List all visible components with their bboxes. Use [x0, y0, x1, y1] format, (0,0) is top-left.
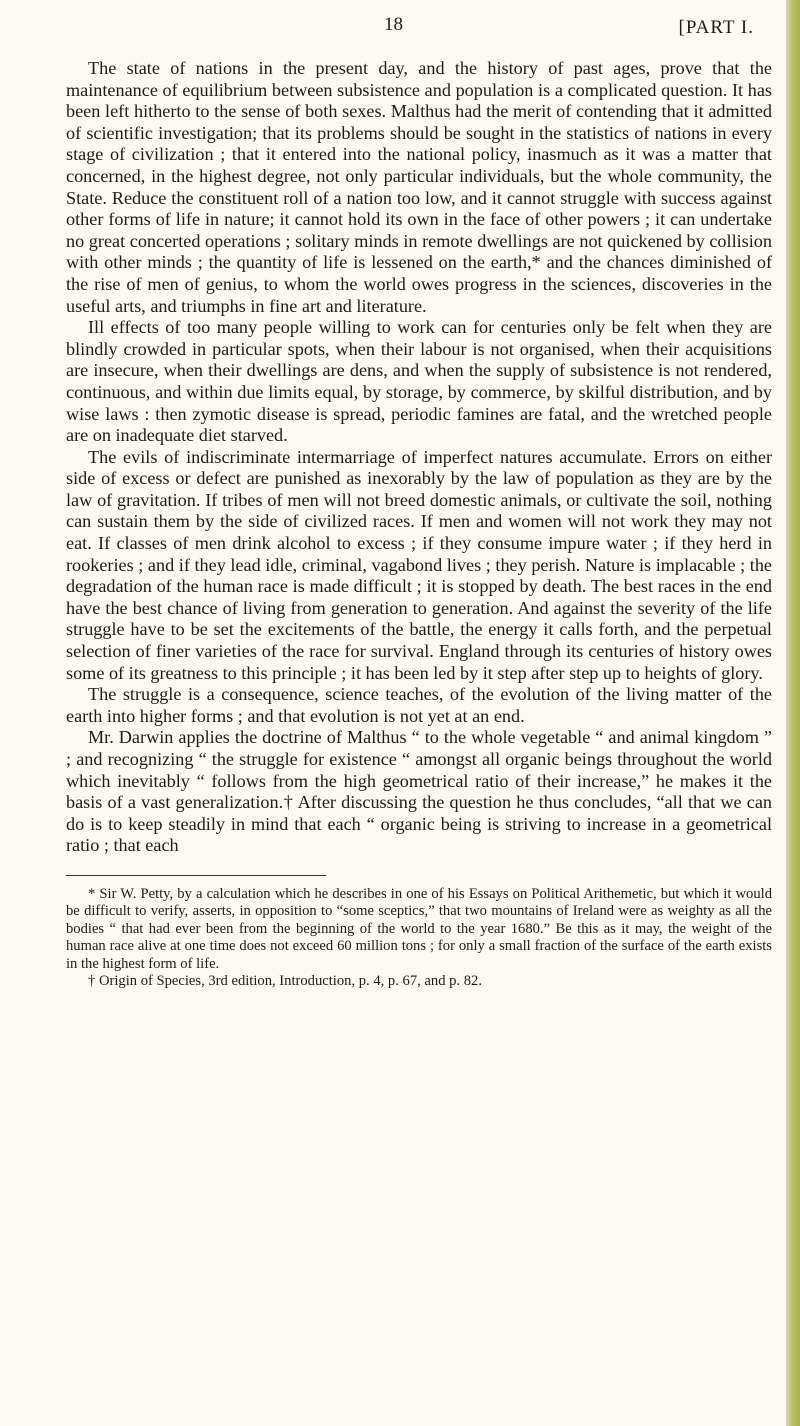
running-header [66, 14, 772, 58]
book-page [66, 14, 772, 990]
footnote: † Origin of Species, 3rd edition, Introduction, p. 4, p. 67, and p. 82. [88, 973, 482, 989]
footnote: * Sir W. Petty, by a calculation which he describes in one of his Essays on Political Arithemetic, but which it would be difficult to verify, asserts, in opposition to “some sceptics,” that two mountains of Ireland were as weighty as all the bodies “ that had ever been from the beginning of the world to the year 1680.” Be this as it may, the weight of the human race alive at one time does not exceed 60 million tons ; for only a small fraction of the surface of the earth exists in the highest form of life. [66, 885, 772, 972]
footnotes [66, 886, 772, 990]
body-text [66, 58, 772, 857]
paragraph: Mr. Darwin applies the doctrine of Malthus “ to the whole vegetable “ and animal kingdom ” ; and recognizing “ the struggle for existence “ amongst all organic beings throughout the world which inevitably “ follows from the high geometrical ratio of their increase,” he makes it the basis of a vast generalization.† After discussing the question he thus concludes, “all that we can do is to keep steadily in mind that each “ organic being is striving to increase in a geometrical ratio ; that each [66, 727, 772, 856]
page-number: 18 [384, 14, 403, 35]
paragraph: The struggle is a consequence, science teaches, of the evolution of the living matter of the earth into higher forms ; and that evolution is not yet at an end. [66, 684, 772, 726]
paragraph: The state of nations in the present day, and the history of past ages, prove that the maintenance of equilibrium between subsistence and population is a complicated question. It has been left hitherto to the sense of both sexes. Malthus had the merit of contending that it admitted of scientific investigation; that its problems should be sought in the statistics of nations in every stage of civilization ; that it entered into the national policy, inasmuch as it was a matter that concerned, in the highest degree, not only particular individuals, but the whole community, the State. Reduce the constituent roll of a nation too low, and it cannot struggle with success against other forms of life in nature; it cannot hold its own in the face of other powers ; it can undertake no great concerted operations ; solitary minds in remote dwellings are not quickened by collision with other minds ; the quantity of life is lessened on the earth,* and the chances diminished of the rise of men of genius, to whom the world owes progress in the sciences, discoveries in the useful arts, and triumphs in fine art and literature. [66, 58, 772, 316]
part-label: [PART I. [678, 17, 754, 38]
paragraph: The evils of indiscriminate intermarriage of imperfect natures accumulate. Errors on either side of excess or defect are punished as inexorably by the law of population as they are by the law of gravitation. If tribes of men will not breed domestic animals, or cultivate the soil, nothing can sustain them by the side of civilized races. If men and women will not work they may not eat. If classes of men drink alcohol to excess ; if they consume impure water ; if they herd in rookeries ; and if they lead idle, criminal, vagabond lives ; they perish. Nature is implacable ; the degradation of the human race is made difficult ; it is stopped by death. The best races in the end have the best chance of living from generation to generation. And against the severity of the life struggle have to be set the excitements of the battle, the energy it calls forth, and the perpetual selection of finer varieties of the race for survival. England through its centuries of history owes some of its greatness to this principle ; it has been led by it step after step up to heights of glory. [66, 446, 772, 683]
page-edge [786, 0, 800, 1426]
paragraph: Ill effects of too many people willing to work can for centuries only be felt when they are blindly crowded in particular spots, when their labour is not organised, when their acquisitions are insecure, when their dwellings are dens, and when the supply of subsistence is not rendered, continuous, and within due limits equal, by storage, by commerce, by skilful distribution, and by wise laws : then zymotic disease is spread, periodic famines are fatal, and the wretched people are on inadequate diet starved. [66, 317, 772, 446]
footnote-divider [66, 875, 326, 876]
